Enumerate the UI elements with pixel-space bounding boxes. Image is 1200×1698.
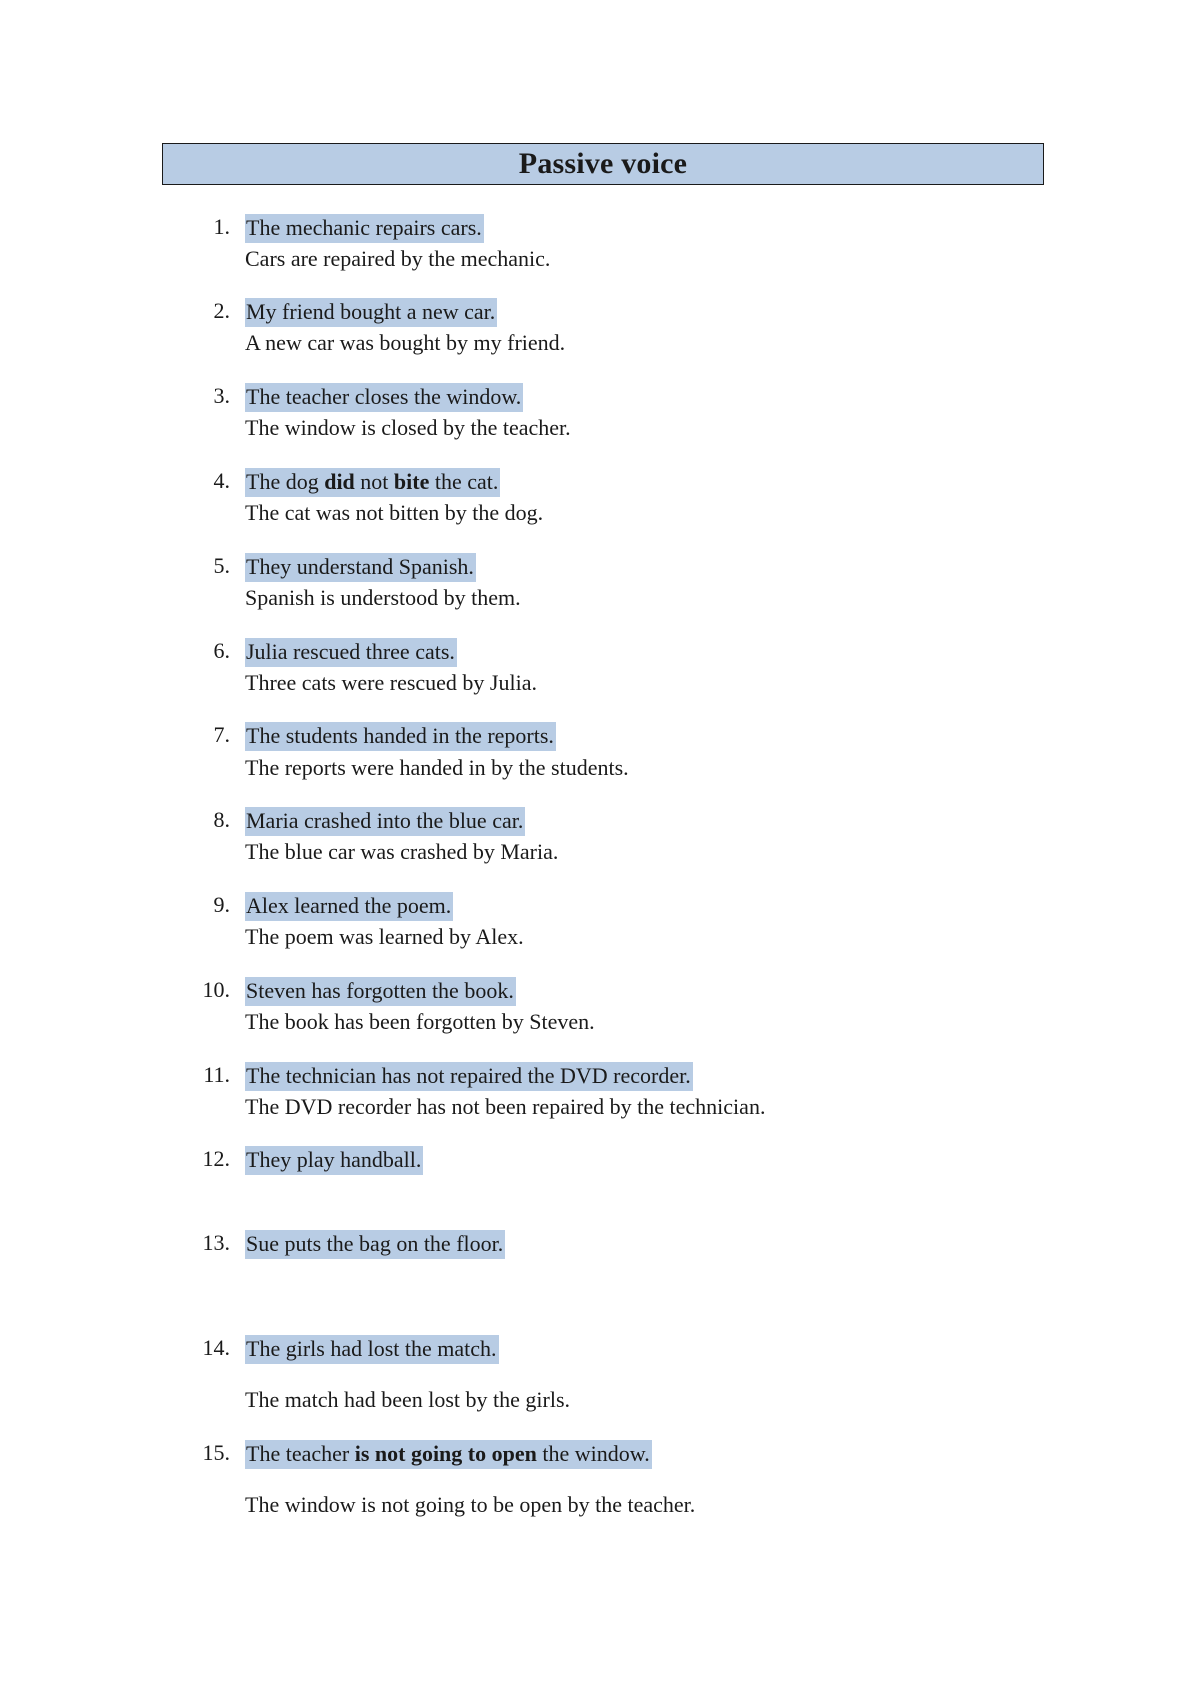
item-number: 8.: [213, 807, 230, 832]
passive-sentence: The DVD recorder has not been repaired by the technician.: [245, 1094, 766, 1119]
active-sentence: [245, 468, 500, 497]
item-number: 11.: [203, 1062, 230, 1087]
active-sentence: [245, 1440, 652, 1469]
active-sentence: The mechanic repairs cars.: [245, 214, 484, 243]
item-number: 13.: [202, 1230, 230, 1255]
item-number: 10.: [202, 977, 230, 1002]
worksheet-title: Passive voice: [518, 147, 688, 180]
item-number: 12.: [202, 1146, 230, 1171]
active-sentence: The technician has not repaired the DVD recorder.: [245, 1062, 693, 1091]
item-number: 4.: [213, 468, 230, 493]
item-number: 3.: [213, 383, 230, 408]
sentence-part-bold: did: [324, 469, 355, 494]
active-sentence: Julia rescued three cats.: [245, 638, 457, 667]
sentence-part-bold: bite: [393, 469, 430, 494]
worksheet-title-box: [162, 143, 1044, 185]
item-number: 5.: [213, 553, 230, 578]
active-sentence: The teacher closes the window.: [245, 383, 523, 412]
item-number: 15.: [202, 1440, 230, 1465]
active-sentence: Maria crashed into the blue car.: [245, 807, 525, 836]
passive-sentence: Three cats were rescued by Julia.: [245, 670, 537, 695]
active-sentence: The girls had lost the match.: [245, 1335, 499, 1364]
sentence-part: not: [354, 469, 394, 494]
active-sentence: They play handball.: [245, 1146, 423, 1175]
sentence-part: the cat.: [429, 469, 499, 494]
item-number: 1.: [213, 214, 230, 239]
active-sentence: They understand Spanish.: [245, 553, 476, 582]
item-number: 9.: [213, 892, 230, 917]
passive-sentence: Cars are repaired by the mechanic.: [245, 246, 551, 271]
item-number: 2.: [213, 298, 230, 323]
passive-sentence: The window is closed by the teacher.: [245, 415, 571, 440]
item-number: 14.: [202, 1335, 230, 1360]
passive-sentence: The window is not going to be open by the teacher.: [245, 1492, 696, 1517]
active-sentence: Alex learned the poem.: [245, 892, 453, 921]
passive-sentence: The poem was learned by Alex.: [245, 924, 524, 949]
sentence-part: the window.: [536, 1441, 650, 1466]
passive-sentence: The match had been lost by the girls.: [245, 1387, 571, 1412]
sentence-part: The dog: [246, 469, 325, 494]
passive-sentence: The cat was not bitten by the dog.: [245, 500, 544, 525]
item-number: 7.: [213, 722, 230, 747]
sentence-part: The teacher: [246, 1441, 355, 1466]
active-sentence: Steven has forgotten the book.: [245, 977, 516, 1006]
passive-sentence: The reports were handed in by the students.: [245, 755, 629, 780]
passive-sentence: Spanish is understood by them.: [245, 585, 521, 610]
passive-sentence: The book has been forgotten by Steven.: [245, 1009, 595, 1034]
active-sentence: My friend bought a new car.: [245, 298, 497, 327]
passive-sentence: A new car was bought by my friend.: [245, 330, 566, 355]
passive-sentence: The blue car was crashed by Maria.: [245, 839, 559, 864]
active-sentence: The students handed in the reports.: [245, 722, 556, 751]
sentence-part-bold: is not going to open: [354, 1441, 537, 1466]
item-number: 6.: [213, 638, 230, 663]
active-sentence: Sue puts the bag on the floor.: [245, 1230, 505, 1259]
